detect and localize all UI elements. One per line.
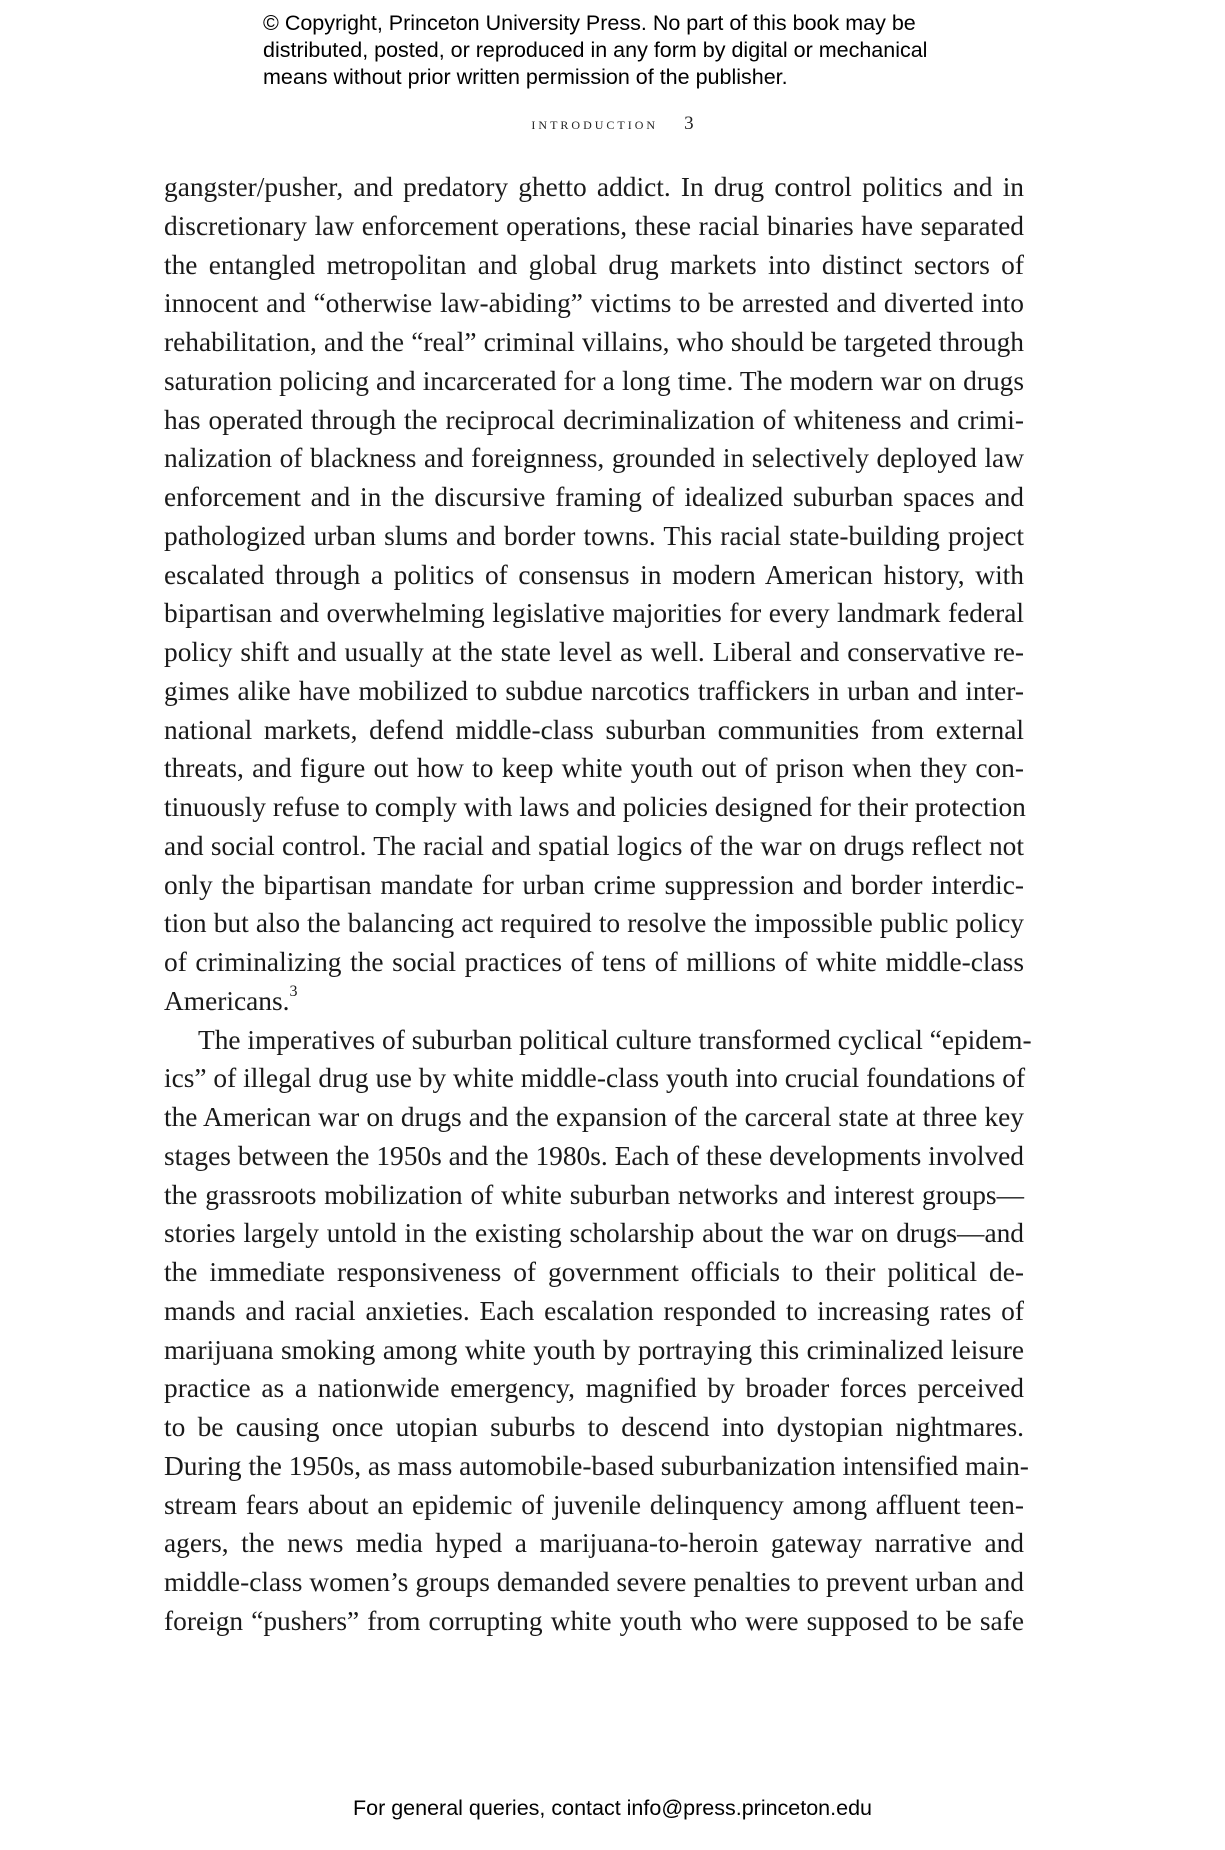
text-line: threats, and figure out how to keep white youth out of prison when they con- xyxy=(164,753,1024,784)
text-line: ics” of illegal drug use by white middle-class youth into crucial foundations of xyxy=(164,1063,1026,1094)
text-line: tinuously refuse to comply with laws and policies designed for their protection xyxy=(164,792,1026,822)
text-line: rehabilitation, and the “real” criminal villains, who should be targeted through xyxy=(164,327,1024,357)
text-line: nalization of blackness and foreignness, grounded in selectively deployed law xyxy=(164,443,1024,474)
paragraph-1 xyxy=(164,168,1024,1021)
paragraph-2 xyxy=(164,1021,1032,1641)
text-line: national markets, defend middle-class suburban communities from external xyxy=(164,714,1024,745)
text-line: the entangled metropolitan and global drug markets into distinct sectors of xyxy=(164,249,1024,280)
text-line: stages between the 1950s and the 1980s. Each of these developments involved xyxy=(164,1140,1024,1171)
text-line: the American war on drugs and the expansion of the carceral state at three key xyxy=(164,1102,1024,1132)
body-text xyxy=(164,168,1032,1641)
page-number: 3 xyxy=(684,113,694,134)
text-line: stream fears about an epidemic of juvenile delinquency among affluent teen- xyxy=(164,1489,1024,1520)
text-line: The imperatives of suburban political culture transformed cyclical “epidem- xyxy=(198,1024,1032,1055)
text-line: the immediate responsiveness of government officials to their political de- xyxy=(164,1257,1024,1287)
text-line: innocent and “otherwise law-abiding” victims to be arrested and diverted into xyxy=(164,288,1024,319)
text-line: has operated through the reciprocal decriminalization of whiteness and crimi- xyxy=(164,404,1024,435)
text-line: escalated through a politics of consensus in modern American history, with xyxy=(164,559,1024,590)
text-line: marijuana smoking among white youth by portraying this criminalized leisure xyxy=(164,1334,1024,1365)
footer-contact: For general queries, contact info@press.princeton.edu xyxy=(352,1796,872,1820)
text-line: agers, the news media hyped a marijuana-to-heroin gateway narrative and xyxy=(164,1528,1024,1559)
running-head-title: introduction xyxy=(531,114,659,133)
text-line: gangster/pusher, and predatory ghetto addict. In drug control politics and in xyxy=(164,172,1024,202)
text-line: and social control. The racial and spatial logics of the war on drugs reflect not xyxy=(164,830,1024,861)
copyright-notice xyxy=(263,10,1023,91)
text-line xyxy=(164,982,1024,1021)
text-line: policy shift and usually at the state level as well. Liberal and conservative re- xyxy=(164,637,1024,667)
text-line: stories largely untold in the existing scholarship about the war on drugs—and xyxy=(164,1218,1024,1249)
text-line: only the bipartisan mandate for urban crime suppression and border interdic- xyxy=(164,869,1024,900)
text-line: practice as a nationwide emergency, magnified by broader forces perceived xyxy=(164,1373,1024,1404)
text-line: the grassroots mobilization of white suburban networks and interest groups— xyxy=(164,1179,1024,1210)
copyright-line: © Copyright, Princeton University Press. No part of this book may be xyxy=(263,11,916,35)
copyright-line: means without prior written permission of the publisher. xyxy=(263,65,788,89)
copyright-line: distributed, posted, or reproduced in any form by digital or mechanical xyxy=(263,38,928,62)
text-line: of criminalizing the social practices of tens of millions of white middle-class xyxy=(164,947,1024,977)
text-line: bipartisan and overwhelming legislative majorities for every landmark federal xyxy=(164,598,1024,629)
footnote-marker: 3 xyxy=(289,982,298,1000)
text-line: saturation policing and incarcerated for a long time. The modern war on drugs xyxy=(164,365,1024,396)
text-line: foreign “pushers” from corrupting white youth who were supposed to be safe xyxy=(164,1605,1024,1636)
text-line: discretionary law enforcement operations, these racial binaries have separated xyxy=(164,210,1024,241)
text-line-content: Americans. xyxy=(164,985,290,1016)
text-line: middle-class women’s groups demanded severe penalties to prevent urban and xyxy=(164,1567,1024,1597)
text-line: to be causing once utopian suburbs to descend into dystopian nightmares. xyxy=(164,1412,1024,1442)
text-line: pathologized urban slums and border towns. This racial state-building project xyxy=(164,520,1024,551)
text-line: tion but also the balancing act required to resolve the impossible public policy xyxy=(164,908,1024,939)
text-line: mands and racial anxieties. Each escalation responded to increasing rates of xyxy=(164,1295,1024,1326)
text-line: During the 1950s, as mass automobile-based suburbanization intensified main- xyxy=(164,1450,1029,1481)
text-line: enforcement and in the discursive framing of idealized suburban spaces and xyxy=(164,482,1024,512)
text-line: gimes alike have mobilized to subdue narcotics traffickers in urban and inter- xyxy=(164,675,1024,706)
running-head xyxy=(0,113,1225,135)
